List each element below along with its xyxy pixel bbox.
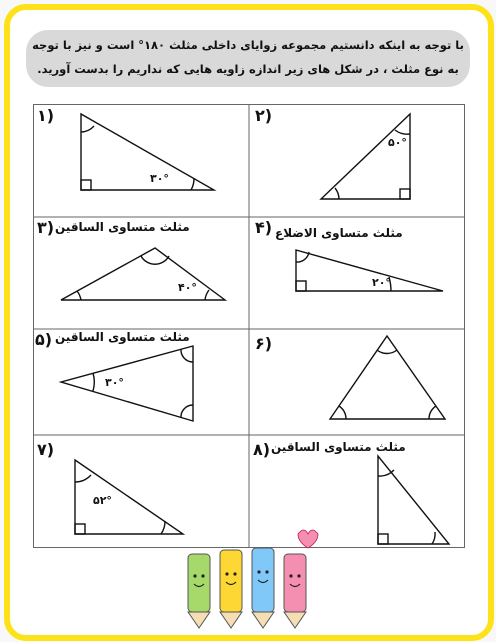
instructions-banner [26,30,470,87]
cell-5-number: ۵) [35,330,53,349]
cell-8-number: ۸) [253,440,271,459]
cell-3-angle: ۴۰° [178,281,197,294]
triangle-4 [296,250,443,291]
triangle-6 [330,336,445,419]
cell-2-number: ۲) [255,106,273,125]
cell-3-number: ۳) [37,218,55,237]
grid-lines [33,104,465,548]
cell-1-number: ۱) [37,106,55,125]
cell-2-angle: ۵۰° [388,136,407,149]
cell-4-number: ۴) [255,218,273,237]
cell-4-label: مثلث متساوی الاضلاع [275,226,403,240]
cell-5-label: مثلث متساوی الساقین [55,330,190,344]
instruction-line-1: با توجه به اینکه دانستیم مجموعه زوایای داخلی مثلث ۱۸۰° است و نیز با توجه [32,38,464,52]
instruction-line-2: به نوع مثلث ، در شکل های زیر اندازه زاویه هایی که نداریم را بدست آورید. [37,62,459,76]
cell-7-angle: ۵۲° [93,494,112,507]
cell-5-angle: ۳۰° [105,376,124,389]
triangle-8 [378,456,449,544]
triangle-3 [61,248,225,300]
cell-1-angle: ۳۰° [150,172,169,185]
cell-8-label: مثلث متساوی الساقین [271,440,406,454]
pencils-illustration [178,524,326,634]
triangle-2 [321,114,410,199]
cell-7-number: ۷) [37,440,55,459]
triangle-5 [61,346,193,421]
triangle-1 [81,114,214,190]
triangle-7 [75,460,183,534]
cell-4-angle: ۲۰° [372,276,391,289]
exercise-grid [33,104,465,548]
cell-3-label: مثلث متساوی الساقین [55,220,190,234]
cell-6-number: ۶) [255,334,273,353]
